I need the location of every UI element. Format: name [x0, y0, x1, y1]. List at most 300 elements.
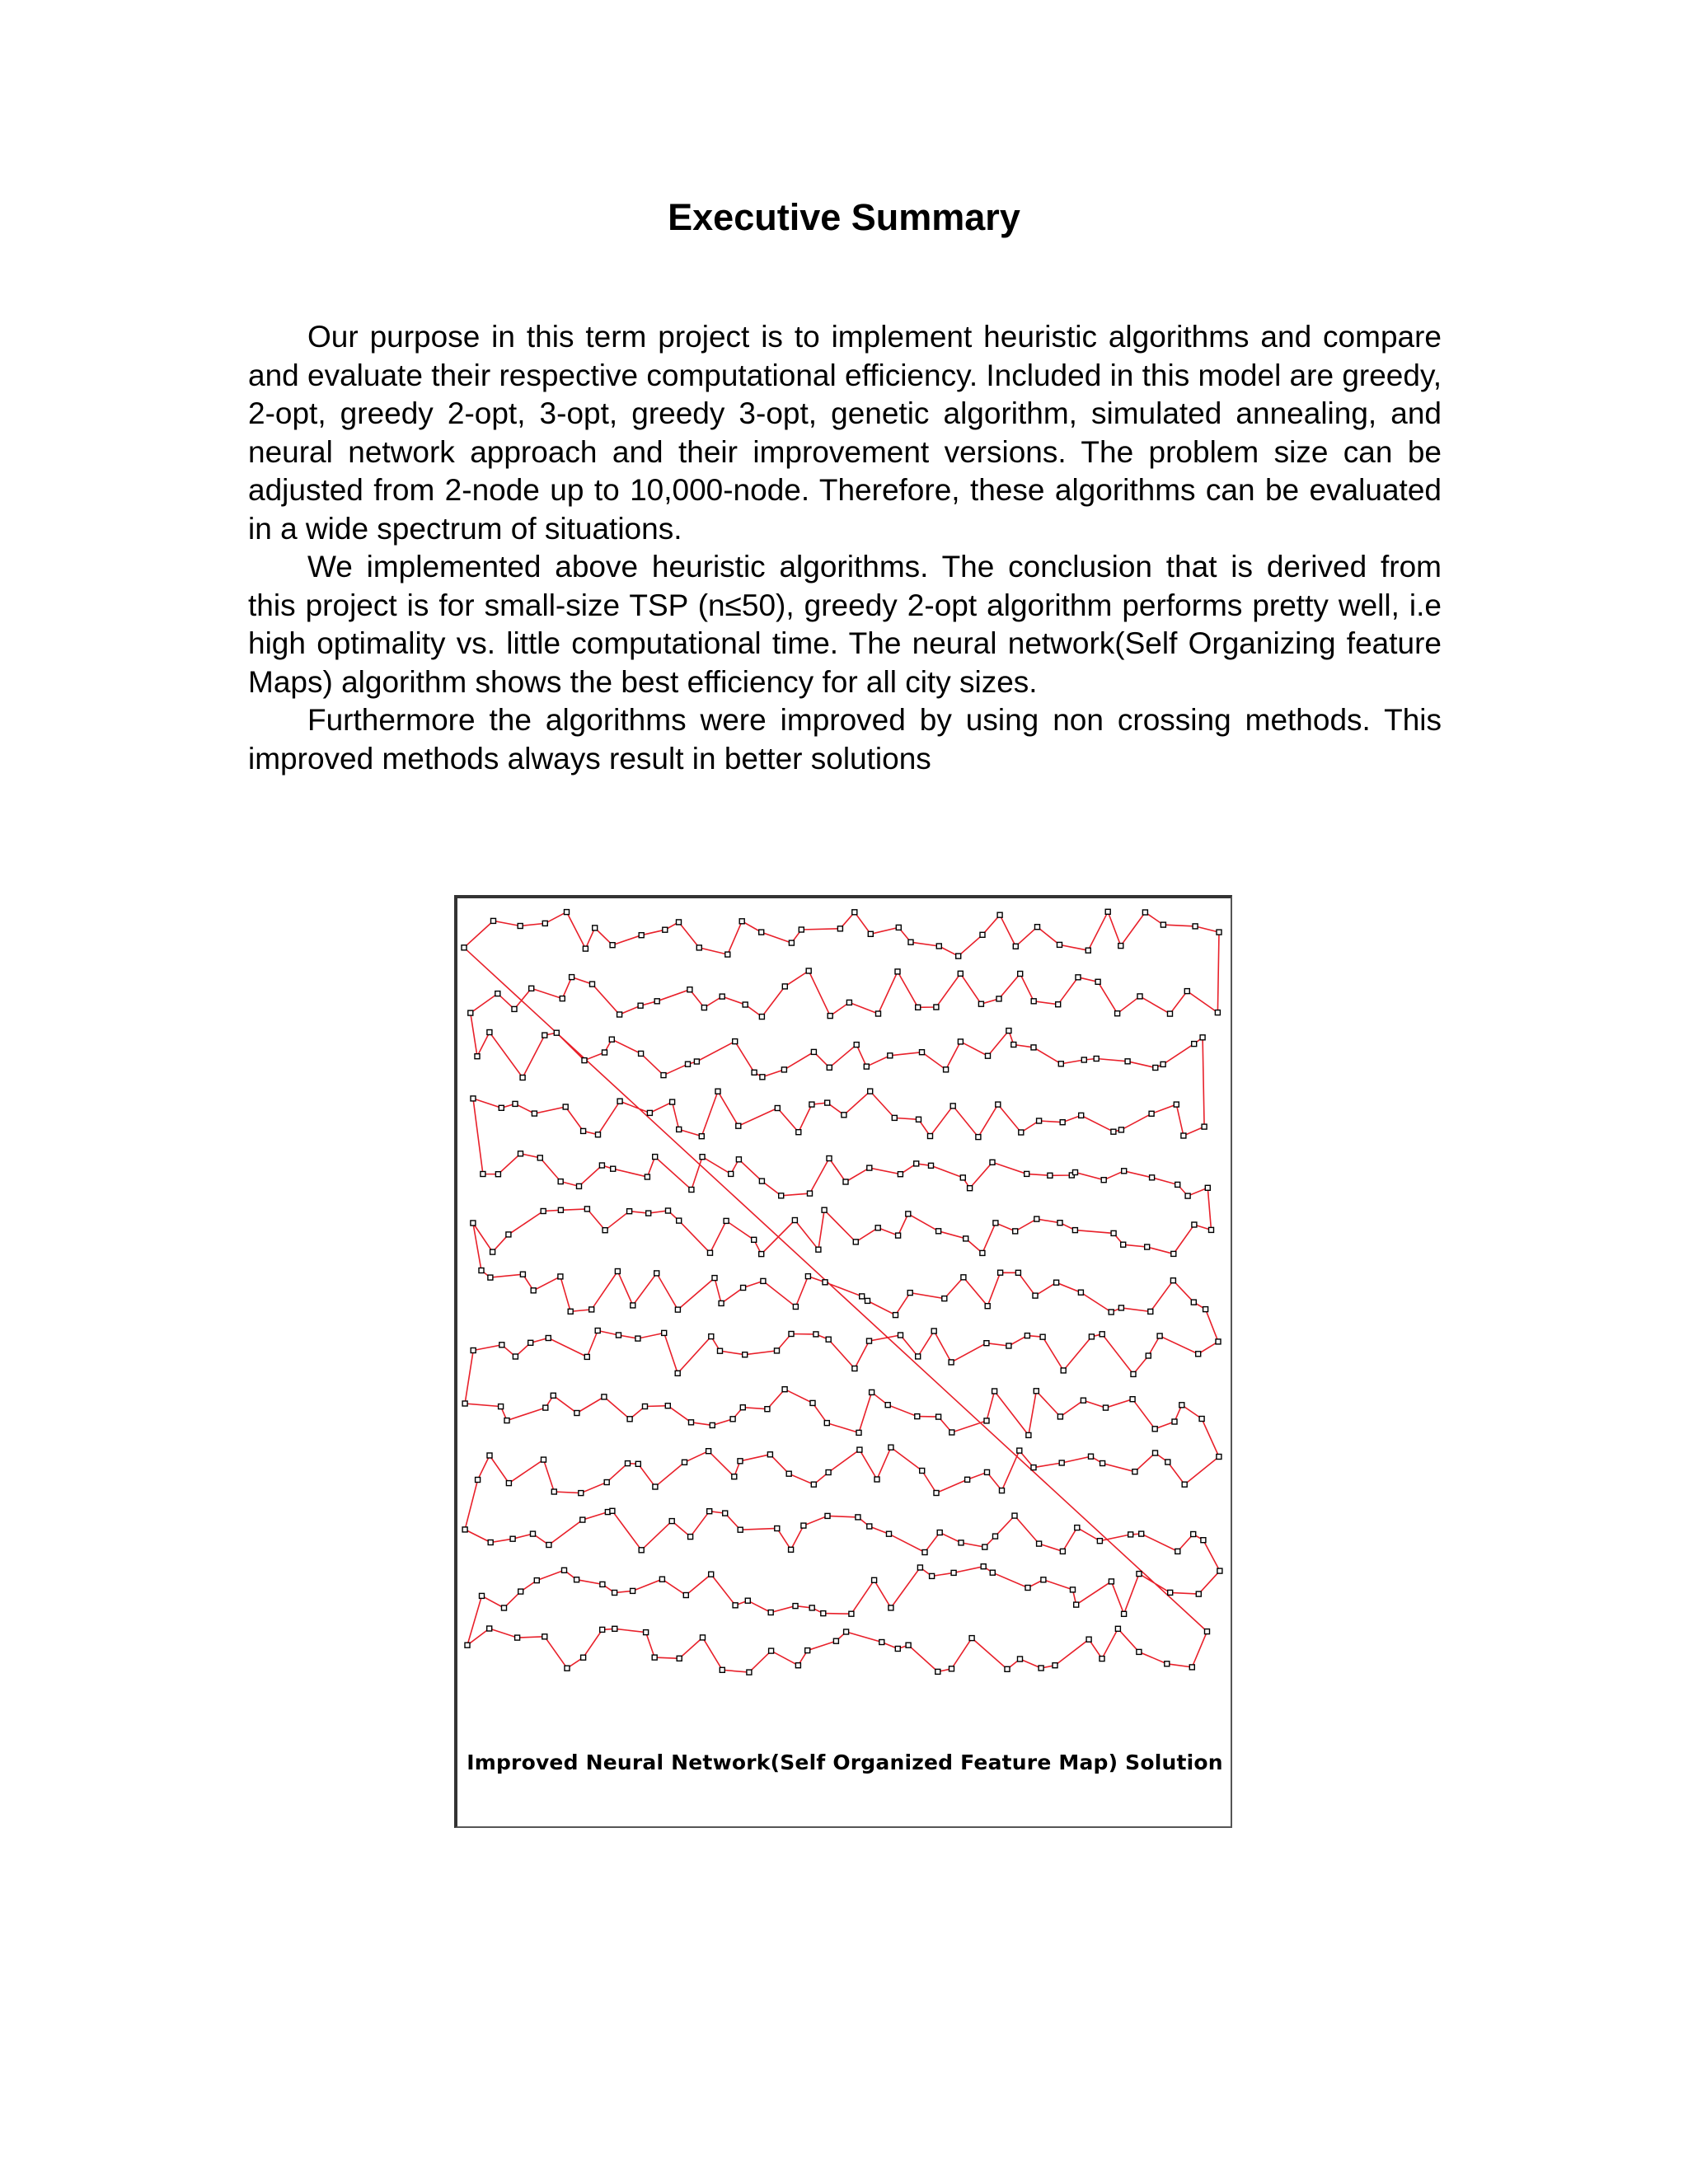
- city-node: [479, 1268, 484, 1273]
- city-node: [993, 1221, 998, 1226]
- city-node: [950, 1666, 954, 1671]
- city-node: [876, 1011, 881, 1016]
- city-node: [652, 1655, 657, 1660]
- city-node: [779, 1193, 784, 1198]
- city-node: [1217, 1455, 1221, 1460]
- city-node: [1130, 1397, 1135, 1402]
- city-node: [677, 920, 682, 925]
- city-node: [795, 1663, 800, 1668]
- city-node: [1060, 1549, 1065, 1554]
- city-node: [747, 1670, 752, 1675]
- city-node: [565, 910, 570, 915]
- city-node: [518, 1589, 523, 1594]
- city-node: [964, 1236, 968, 1241]
- city-node: [662, 1330, 667, 1335]
- city-node: [856, 1430, 861, 1435]
- city-node: [1184, 989, 1189, 994]
- city-node: [825, 1100, 830, 1105]
- city-node: [968, 1186, 973, 1191]
- city-node: [759, 930, 764, 935]
- city-node: [944, 1067, 949, 1072]
- city-node: [707, 1509, 712, 1514]
- city-node: [644, 1630, 649, 1635]
- city-node: [942, 1296, 947, 1301]
- city-node: [1150, 1175, 1155, 1180]
- city-node: [1122, 1611, 1127, 1616]
- city-node: [805, 1648, 810, 1653]
- city-node: [627, 1209, 632, 1214]
- city-node: [583, 946, 588, 951]
- city-node: [907, 1291, 912, 1296]
- city-node: [888, 1053, 893, 1058]
- city-node: [495, 991, 500, 996]
- city-node: [823, 1280, 828, 1285]
- city-node: [1109, 1579, 1114, 1584]
- city-node: [936, 1229, 941, 1234]
- city-node: [1015, 1270, 1020, 1275]
- city-node: [730, 1417, 735, 1422]
- city-node: [809, 1102, 814, 1107]
- city-node: [759, 1252, 764, 1257]
- city-node: [495, 1172, 500, 1177]
- city-node: [542, 1033, 547, 1038]
- city-node: [1105, 909, 1110, 914]
- city-node: [833, 1638, 838, 1643]
- city-node: [844, 1629, 849, 1634]
- city-node: [1061, 1368, 1066, 1373]
- city-node: [740, 1405, 745, 1410]
- city-node: [814, 1332, 818, 1337]
- city-node: [1202, 1124, 1207, 1129]
- city-node: [853, 1240, 858, 1244]
- city-node: [775, 1526, 780, 1531]
- city-node: [738, 1459, 743, 1464]
- city-node: [1035, 925, 1040, 930]
- city-node: [821, 1611, 826, 1616]
- city-node: [476, 1478, 481, 1483]
- city-node: [1196, 1591, 1201, 1596]
- city-node: [1005, 1666, 1010, 1671]
- city-node: [600, 1627, 605, 1632]
- city-node: [870, 1390, 874, 1394]
- city-node: [582, 1058, 587, 1063]
- city-node: [462, 945, 467, 950]
- city-node: [868, 1089, 873, 1094]
- city-node: [462, 1527, 467, 1532]
- city-node: [654, 999, 659, 1004]
- city-node: [782, 984, 787, 989]
- city-node: [1100, 1461, 1105, 1466]
- tsp-solution-figure: [454, 895, 1232, 1828]
- city-node: [745, 1598, 750, 1603]
- city-node: [937, 1530, 942, 1535]
- city-node: [867, 1338, 872, 1343]
- city-node: [1097, 1539, 1102, 1544]
- city-node: [1185, 1193, 1190, 1198]
- city-node: [602, 1394, 607, 1399]
- city-node: [733, 1039, 738, 1044]
- city-node: [1111, 1129, 1116, 1134]
- city-node: [922, 1550, 927, 1555]
- city-node: [1109, 1310, 1114, 1315]
- city-node: [710, 1422, 715, 1427]
- city-node: [603, 1050, 607, 1055]
- city-node: [1121, 1242, 1126, 1247]
- city-node: [874, 1477, 879, 1482]
- city-node: [978, 1001, 983, 1006]
- city-node: [1132, 1469, 1137, 1474]
- city-node: [701, 1635, 706, 1640]
- city-node: [1160, 922, 1165, 927]
- city-node: [1118, 944, 1123, 949]
- city-node: [1115, 1011, 1120, 1016]
- city-node: [639, 1548, 644, 1553]
- city-node: [1142, 910, 1147, 915]
- city-node: [984, 1418, 989, 1423]
- city-node: [1079, 1113, 1084, 1118]
- tsp-tour-plot: [457, 898, 1232, 1722]
- city-node: [715, 1089, 720, 1094]
- city-node: [872, 1577, 877, 1582]
- city-node: [887, 1531, 892, 1536]
- city-node: [806, 968, 811, 973]
- city-node: [1040, 1334, 1045, 1339]
- city-node: [982, 1544, 987, 1549]
- city-node: [965, 1477, 970, 1482]
- city-node: [1128, 1532, 1133, 1537]
- city-node: [599, 1163, 604, 1168]
- city-node: [761, 1278, 766, 1283]
- city-node: [805, 1274, 810, 1279]
- city-node: [789, 1332, 794, 1337]
- city-node: [1153, 1066, 1158, 1071]
- city-node: [985, 1304, 990, 1309]
- city-node: [1057, 942, 1062, 947]
- city-node: [1081, 1057, 1086, 1062]
- city-node: [720, 994, 724, 999]
- city-node: [976, 1135, 981, 1140]
- city-node: [518, 1151, 523, 1156]
- city-node: [532, 1111, 537, 1116]
- city-node: [1006, 1029, 1011, 1033]
- city-node: [1217, 1568, 1222, 1573]
- city-node: [867, 1524, 872, 1529]
- city-node: [986, 1053, 991, 1058]
- city-node: [1031, 1465, 1036, 1470]
- city-node: [1125, 1059, 1130, 1064]
- city-node: [1057, 1414, 1062, 1419]
- city-node: [865, 1298, 870, 1303]
- city-node: [639, 1051, 644, 1056]
- city-node: [826, 1470, 831, 1475]
- city-node: [842, 1113, 846, 1118]
- city-node: [689, 1420, 694, 1425]
- city-node: [531, 1531, 536, 1536]
- city-node: [951, 1570, 956, 1575]
- city-node: [688, 1535, 693, 1540]
- city-node: [725, 952, 730, 957]
- city-node: [739, 919, 744, 924]
- city-node: [786, 1471, 791, 1476]
- city-node: [1111, 1230, 1116, 1235]
- city-node: [816, 1247, 821, 1252]
- city-node: [1165, 1460, 1170, 1465]
- city-node: [898, 1172, 903, 1177]
- city-node: [1175, 1549, 1180, 1554]
- city-node: [775, 1106, 780, 1111]
- paragraph-conclusion: We implemented above heuristic algorithms. The conclusion that is derived from this project is for small-size TSP (n≤50), greedy 2-opt algorithm performs pretty well, i.e high optimality vs. little computational time. The neural network(Self Organizing feature Maps) algorithm shows the best efficiency for all city sizes.: [248, 550, 1442, 699]
- city-node: [1217, 930, 1221, 935]
- city-node: [760, 1075, 765, 1080]
- city-node: [581, 1655, 586, 1660]
- city-node: [1137, 1649, 1142, 1654]
- city-node: [1060, 1120, 1065, 1125]
- city-node: [513, 1354, 518, 1359]
- city-node: [513, 1101, 518, 1106]
- city-node: [1089, 1454, 1094, 1459]
- city-node: [699, 1134, 704, 1139]
- city-node: [917, 1117, 921, 1122]
- city-node: [736, 1123, 741, 1128]
- city-node: [825, 1513, 830, 1518]
- city-node: [1216, 1339, 1221, 1344]
- city-node: [499, 1105, 504, 1110]
- city-node: [767, 1452, 772, 1457]
- city-node: [518, 924, 523, 929]
- city-node: [506, 1481, 511, 1486]
- city-node: [1205, 1629, 1210, 1634]
- city-node: [1039, 1666, 1043, 1671]
- city-node: [993, 1534, 998, 1539]
- city-node: [961, 1275, 966, 1280]
- city-node: [612, 1626, 617, 1631]
- city-node: [1026, 1432, 1031, 1437]
- city-node: [626, 1461, 631, 1466]
- city-node: [936, 944, 941, 949]
- city-node: [1000, 1488, 1005, 1493]
- city-node: [542, 921, 547, 926]
- city-node: [686, 1062, 691, 1066]
- city-node: [959, 1540, 964, 1545]
- city-node: [653, 1484, 658, 1489]
- figure-caption: Improved Neural Network(Self Organized Feature Map) Solution: [467, 1750, 1223, 1774]
- city-node: [1006, 1343, 1011, 1348]
- city-node: [931, 1329, 936, 1333]
- city-node: [551, 1489, 556, 1494]
- city-node: [1013, 1229, 1018, 1234]
- city-node: [675, 1371, 680, 1376]
- city-node: [1192, 1042, 1197, 1047]
- city-node: [600, 1582, 605, 1586]
- city-node: [659, 1577, 664, 1582]
- city-node: [752, 1237, 757, 1242]
- city-node: [603, 1228, 607, 1233]
- city-node: [898, 1333, 903, 1338]
- city-node: [1011, 1043, 1016, 1047]
- city-node: [611, 1166, 616, 1171]
- city-node: [828, 1014, 832, 1019]
- city-node: [520, 1272, 525, 1277]
- city-node: [958, 971, 963, 976]
- city-node: [534, 1578, 539, 1583]
- city-node: [1072, 1228, 1077, 1233]
- city-node: [580, 1517, 585, 1522]
- city-node: [590, 982, 595, 987]
- city-node: [741, 1286, 746, 1291]
- city-node: [1037, 1541, 1042, 1546]
- city-node: [537, 1155, 542, 1160]
- city-node: [584, 1207, 589, 1212]
- city-node: [969, 1636, 974, 1641]
- city-node: [719, 1301, 724, 1305]
- city-node: [1094, 1057, 1099, 1062]
- city-node: [563, 1104, 568, 1109]
- city-node: [980, 932, 985, 937]
- city-node: [1157, 1333, 1162, 1338]
- city-node: [950, 1430, 954, 1435]
- city-node: [480, 1593, 485, 1598]
- city-node: [512, 1006, 517, 1011]
- city-node: [627, 1417, 632, 1422]
- city-node: [1201, 1538, 1206, 1543]
- city-node: [868, 931, 873, 936]
- city-node: [675, 1307, 680, 1312]
- city-node: [860, 1294, 865, 1299]
- city-node: [980, 1250, 985, 1255]
- city-node: [808, 1191, 813, 1196]
- city-node: [799, 927, 804, 932]
- city-node: [610, 943, 615, 948]
- city-node: [1122, 1169, 1127, 1174]
- city-node: [781, 1067, 786, 1072]
- city-node: [502, 1605, 507, 1610]
- tour-path: [464, 912, 1220, 1672]
- city-node: [867, 1165, 872, 1170]
- city-node: [1137, 1572, 1142, 1577]
- city-node: [1196, 1352, 1201, 1357]
- city-node: [700, 1155, 705, 1160]
- city-node: [1025, 1171, 1029, 1176]
- city-node: [997, 912, 1002, 917]
- city-node: [1191, 1300, 1196, 1305]
- city-node: [1076, 975, 1081, 980]
- city-node: [1168, 1590, 1173, 1595]
- city-node: [1018, 972, 1023, 977]
- city-node: [558, 1274, 563, 1279]
- city-node: [1033, 1293, 1038, 1298]
- city-node: [1012, 1513, 1017, 1518]
- city-node: [581, 1128, 586, 1133]
- city-node: [709, 1334, 714, 1339]
- city-node: [1056, 1002, 1061, 1007]
- city-node: [481, 1172, 485, 1177]
- city-node: [617, 1012, 622, 1017]
- city-node: [542, 1634, 547, 1639]
- city-node: [654, 1271, 659, 1276]
- city-node: [531, 1288, 536, 1293]
- city-node: [487, 1626, 492, 1631]
- city-node: [708, 1250, 713, 1255]
- city-node: [827, 1156, 832, 1161]
- city-node: [889, 1605, 893, 1610]
- city-node: [827, 1065, 832, 1070]
- city-node: [499, 1343, 504, 1347]
- city-node: [1073, 1170, 1078, 1175]
- city-node: [471, 1221, 476, 1226]
- city-node: [759, 1179, 764, 1183]
- city-node: [617, 1099, 622, 1104]
- city-node: [488, 1540, 493, 1545]
- city-node: [723, 1511, 728, 1516]
- city-node: [471, 1096, 476, 1101]
- city-node: [689, 1188, 694, 1193]
- city-node: [1054, 1280, 1059, 1285]
- city-node: [1041, 1577, 1046, 1582]
- city-node: [577, 1183, 582, 1188]
- city-node: [709, 1572, 714, 1577]
- city-node: [1018, 1657, 1023, 1661]
- city-node: [782, 1387, 787, 1392]
- city-node: [1095, 979, 1100, 984]
- city-node: [546, 1543, 551, 1548]
- city-node: [1153, 1451, 1158, 1455]
- city-node: [1085, 948, 1090, 953]
- city-node: [1139, 1531, 1144, 1536]
- city-node: [843, 1179, 848, 1184]
- city-node: [1081, 1398, 1085, 1403]
- city-node: [696, 945, 701, 950]
- city-node: [579, 1491, 584, 1496]
- city-node: [1168, 1011, 1173, 1016]
- city-node: [488, 1275, 493, 1280]
- city-node: [666, 1208, 671, 1213]
- city-node: [1179, 1403, 1184, 1408]
- city-node: [1181, 1133, 1186, 1138]
- city-node: [1034, 1389, 1039, 1394]
- city-node: [824, 1421, 829, 1426]
- city-node: [646, 1211, 651, 1216]
- city-node: [1078, 1290, 1083, 1295]
- city-node: [631, 1303, 635, 1308]
- city-node: [574, 1577, 579, 1582]
- city-node: [981, 1564, 986, 1569]
- city-node: [1192, 1222, 1197, 1227]
- city-node: [892, 1115, 897, 1120]
- city-node: [789, 940, 794, 945]
- city-node: [879, 1640, 884, 1645]
- city-node: [1172, 1419, 1177, 1424]
- city-node: [515, 1635, 520, 1640]
- city-node: [645, 1174, 649, 1179]
- city-node: [683, 1593, 688, 1598]
- city-node: [638, 1003, 643, 1008]
- city-node: [643, 1404, 648, 1409]
- city-node: [1089, 1334, 1094, 1339]
- city-node: [826, 1337, 831, 1342]
- city-node: [1209, 1227, 1214, 1232]
- city-node: [653, 1155, 658, 1160]
- city-node: [1053, 1663, 1057, 1668]
- city-node: [801, 1523, 806, 1528]
- city-node: [1193, 924, 1198, 929]
- city-node: [864, 1064, 869, 1069]
- paragraph-improvement: Furthermore the algorithms were improved by using non crossing methods. This improved methods always result in better solutions: [248, 703, 1442, 776]
- city-node: [895, 1647, 900, 1652]
- city-node: [743, 1002, 748, 1007]
- city-node: [670, 1099, 675, 1104]
- city-node: [595, 1329, 600, 1333]
- city-node: [701, 1005, 706, 1010]
